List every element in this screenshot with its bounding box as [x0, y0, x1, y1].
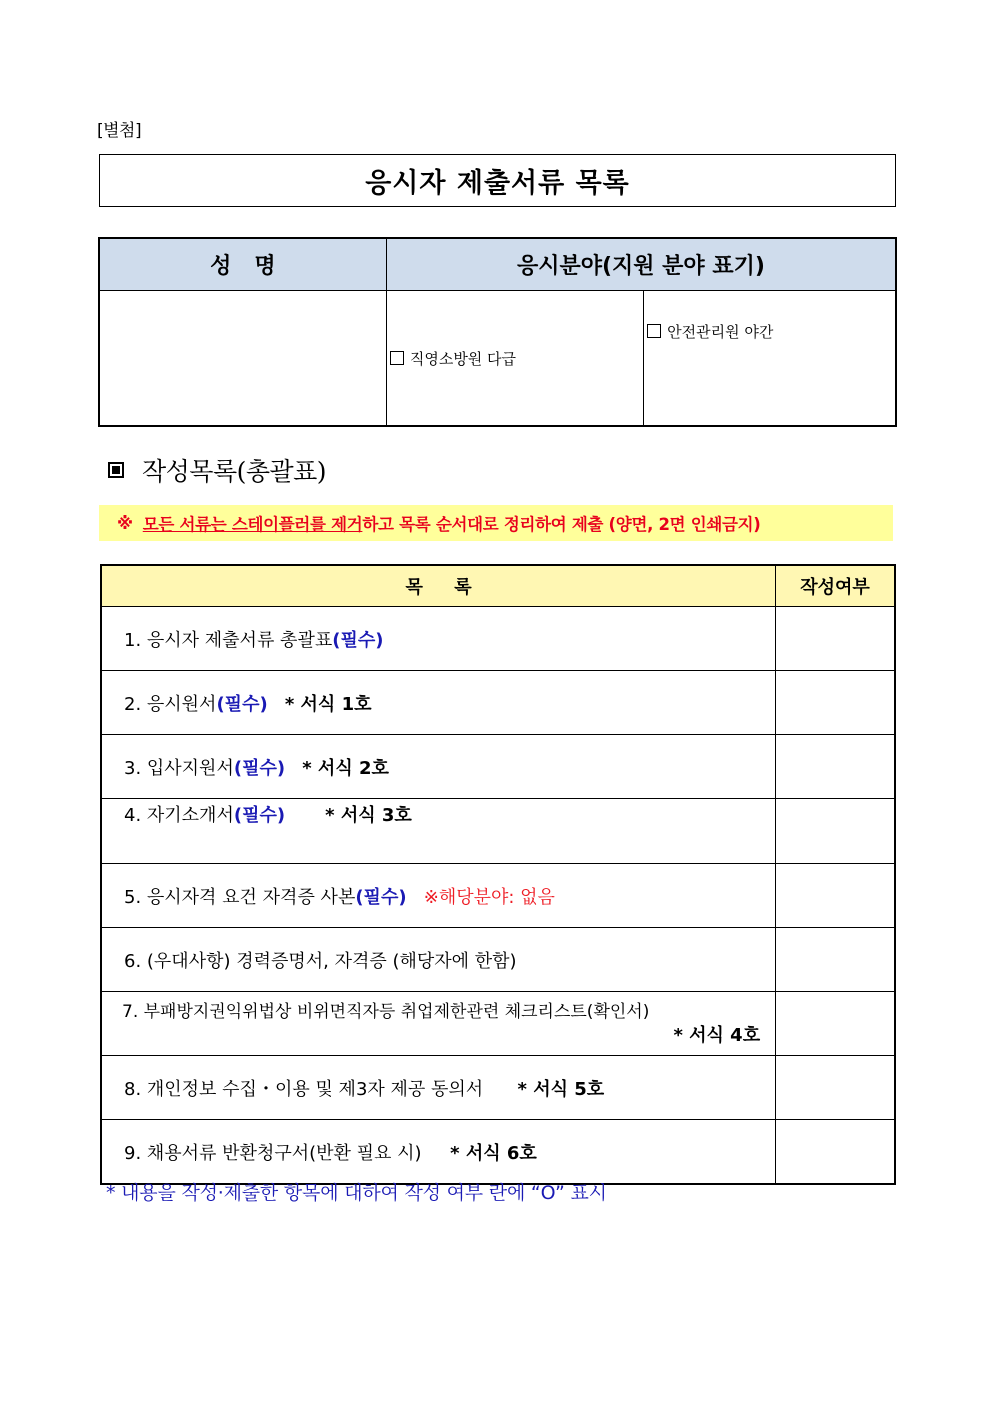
- item-text: 7. 부패방지권익위법상 비위면직자등 취업제한관련 체크리스트(확인서): [122, 1001, 650, 1022]
- form-number: * 서식 4호: [673, 1024, 761, 1046]
- list-item: [101, 799, 776, 864]
- form-number: * 서식 3호: [325, 805, 412, 826]
- checkbox-icon[interactable]: [390, 351, 404, 365]
- status-cell[interactable]: [776, 671, 895, 735]
- form-number: * 서식 5호: [517, 1078, 605, 1100]
- document-title: 응시자 제출서류 목록: [365, 168, 630, 199]
- table-row: [101, 1056, 895, 1120]
- table-row: [101, 992, 895, 1056]
- notice-text: 하고 목록 순서대로 정리하여 제출 (양면, 2면 인쇄금지): [362, 515, 761, 534]
- name-input-cell[interactable]: [99, 291, 386, 427]
- table-row: [101, 735, 895, 799]
- item-text: 1. 응시자 제출서류 총괄표: [124, 629, 333, 651]
- applicant-info-table: [98, 237, 897, 427]
- required-tag: (필수): [216, 693, 268, 715]
- name-header: 성 명: [99, 238, 386, 291]
- table-row: [101, 1120, 895, 1185]
- status-cell[interactable]: [776, 1120, 895, 1185]
- notice-underlined: 모든 서류는 스테이플러를 제거: [142, 515, 363, 534]
- list-item: [101, 928, 776, 992]
- checkbox-icon[interactable]: [647, 324, 661, 338]
- item-text: 4. 자기소개서: [124, 805, 234, 826]
- section-heading: [108, 452, 326, 488]
- form-number: * 서식 2호: [302, 757, 389, 779]
- table-row: [101, 799, 895, 864]
- status-cell[interactable]: [776, 992, 895, 1056]
- required-tag: (필수): [233, 805, 286, 826]
- reference-mark-icon: ※: [117, 513, 133, 533]
- item-text: 2. 응시원서: [124, 693, 217, 715]
- field-option-1[interactable]: [386, 291, 643, 427]
- form-number: * 서식 1호: [284, 693, 372, 715]
- field-option-2[interactable]: [644, 291, 896, 427]
- attachment-label: [별첨]: [97, 121, 142, 141]
- table-row: [101, 928, 895, 992]
- list-item: [101, 992, 776, 1056]
- item-text: 9. 채용서류 반환청구서(반환 필요 시): [124, 1142, 422, 1164]
- status-cell[interactable]: [776, 799, 895, 864]
- footnote: * 내용을 작성·제출한 항목에 대하여 작성 여부 란에 “O” 표시: [106, 1182, 607, 1204]
- status-cell[interactable]: [776, 928, 895, 992]
- item-text: 5. 응시자격 요건 자격증 사본: [124, 886, 356, 908]
- field-header: 응시분야(지원 분야 표기): [386, 238, 896, 291]
- notice-banner: [99, 505, 893, 541]
- table-row: [101, 607, 895, 671]
- table-row: [101, 671, 895, 735]
- status-header: 작성여부: [776, 565, 895, 607]
- document-title-box: [99, 154, 896, 207]
- required-tag: (필수): [233, 757, 286, 779]
- field-option-label: 안전관리원 야간: [667, 323, 774, 341]
- item-text: 3. 입사지원서: [124, 757, 234, 779]
- required-tag: (필수): [355, 886, 407, 908]
- note-text: ※해당분야: 없음: [423, 886, 555, 908]
- form-number: * 서식 6호: [450, 1142, 537, 1164]
- filled-square-icon: [108, 462, 124, 478]
- status-cell[interactable]: [776, 1056, 895, 1120]
- list-item: [101, 864, 776, 928]
- status-cell[interactable]: [776, 864, 895, 928]
- status-cell[interactable]: [776, 607, 895, 671]
- applicant-header-row: [99, 238, 896, 291]
- list-item: [101, 1056, 776, 1120]
- item-text: 8. 개인정보 수집・이용 및 제3자 제공 동의서: [124, 1078, 484, 1100]
- list-item: [101, 671, 776, 735]
- list-item: [101, 1120, 776, 1185]
- items-header: 목 록: [101, 565, 776, 607]
- list-item: [101, 607, 776, 671]
- field-option-label: 직영소방원 다급: [409, 349, 517, 368]
- document-list-table: [100, 564, 896, 1185]
- required-tag: (필수): [332, 629, 384, 651]
- table-row: [101, 864, 895, 928]
- list-header-row: [101, 565, 895, 607]
- item-text: 6. (우대사항) 경력증명서, 자격증 (해당자에 한함): [124, 950, 517, 972]
- status-cell[interactable]: [776, 735, 895, 799]
- section-title: 작성목록(총괄표): [142, 457, 327, 486]
- list-item: [101, 735, 776, 799]
- applicant-value-row: [99, 291, 896, 427]
